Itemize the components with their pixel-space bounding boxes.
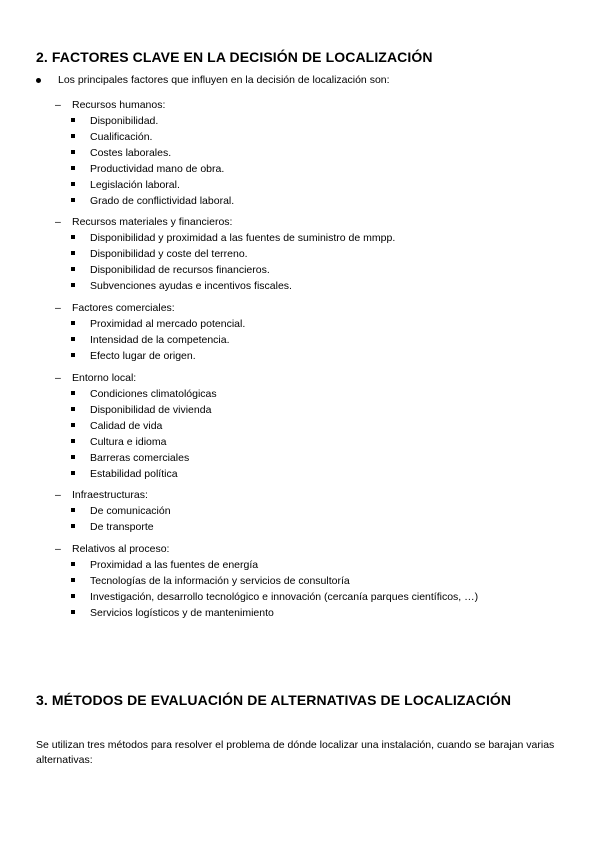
factor-item <box>0 606 599 622</box>
factor-item <box>0 419 599 435</box>
dash-bullet: – <box>55 489 61 501</box>
factor-item <box>0 387 599 403</box>
factor-item <box>0 162 599 178</box>
square-bullet-icon <box>71 235 75 239</box>
square-bullet-icon <box>71 283 75 287</box>
factor-item-text: Costes laborales. <box>90 147 172 159</box>
factor-item-text: Subvenciones ayudas e incentivos fiscales. <box>90 280 292 292</box>
square-bullet-icon <box>71 134 75 138</box>
factor-item-text: Disponibilidad de recursos financieros. <box>90 264 270 276</box>
factor-item <box>0 435 599 451</box>
factor-item <box>0 333 599 349</box>
dash-bullet: – <box>55 216 61 228</box>
square-bullet-icon <box>71 610 75 614</box>
intro-text: Los principales factores que influyen en la decisión de localización son: <box>58 74 390 86</box>
square-bullet-icon <box>71 594 75 598</box>
factor-item <box>0 403 599 419</box>
factor-item-text: Proximidad al mercado potencial. <box>90 318 246 330</box>
square-bullet-icon <box>71 267 75 271</box>
factor-item <box>0 520 599 536</box>
square-bullet-icon <box>71 150 75 154</box>
dash-bullet: – <box>55 543 61 555</box>
square-bullet-icon <box>71 439 75 443</box>
factor-item-text: Cultura e idioma <box>90 436 167 448</box>
dash-bullet: – <box>55 99 61 111</box>
factor-item-text: Productividad mano de obra. <box>90 163 225 175</box>
square-bullet-icon <box>71 524 75 528</box>
square-bullet-icon <box>71 407 75 411</box>
square-bullet-icon <box>71 455 75 459</box>
factor-item <box>0 146 599 162</box>
square-bullet-icon <box>71 391 75 395</box>
square-bullet-icon <box>71 166 75 170</box>
factor-item-text: De transporte <box>90 521 154 533</box>
factor-item-text: Cualificación. <box>90 131 153 143</box>
square-bullet-icon <box>71 471 75 475</box>
factor-item-text: Intensidad de la competencia. <box>90 334 230 346</box>
square-bullet-icon <box>71 578 75 582</box>
square-bullet-icon <box>71 353 75 357</box>
factor-item-text: Investigación, desarrollo tecnológico e innovación (cercanía parques científicos, …) <box>90 591 479 603</box>
factor-group-title: Entorno local: <box>72 372 137 384</box>
factor-item-text: Proximidad a las fuentes de energía <box>90 559 259 571</box>
square-bullet-icon <box>71 182 75 186</box>
square-bullet-icon <box>71 321 75 325</box>
square-bullet-icon <box>71 198 75 202</box>
section-3-paragraph: Se utilizan tres métodos para resolver el problema de dónde localizar una instalación, cuando se barajan varias alternativas: <box>36 739 555 766</box>
factor-item <box>0 114 599 130</box>
factor-item-text: Disponibilidad de vivienda <box>90 404 212 416</box>
factor-item <box>0 349 599 365</box>
factor-item-text: Disponibilidad. <box>90 115 159 127</box>
factor-group-title: Factores comerciales: <box>72 302 175 314</box>
factor-item <box>0 574 599 590</box>
factor-group-title: Relativos al proceso: <box>72 543 170 555</box>
factor-item-text: Estabilidad política <box>90 468 178 480</box>
factor-item-text: Tecnologías de la información y servicios de consultoría <box>90 575 350 587</box>
factor-item-text: Condiciones climatológicas <box>90 388 217 400</box>
factor-group-title: Recursos materiales y financieros: <box>72 216 233 228</box>
square-bullet-icon <box>71 337 75 341</box>
factor-item-text: Legislación laboral. <box>90 179 180 191</box>
section-2-heading: 2. FACTORES CLAVE EN LA DECISIÓN DE LOCALIZACIÓN <box>36 49 433 65</box>
factor-item <box>0 317 599 333</box>
factor-item <box>0 279 599 295</box>
dash-bullet: – <box>55 372 61 384</box>
square-bullet-icon <box>71 508 75 512</box>
factor-item <box>0 247 599 263</box>
factor-item <box>0 263 599 279</box>
factor-item <box>0 194 599 210</box>
factor-item <box>0 231 599 247</box>
section-3-heading: 3. MÉTODOS DE EVALUACIÓN DE ALTERNATIVAS DE LOCALIZACIÓN <box>36 692 512 708</box>
factor-item <box>0 451 599 467</box>
factor-item <box>0 130 599 146</box>
factor-item <box>0 590 599 606</box>
factor-item-text: Efecto lugar de origen. <box>90 350 196 362</box>
factor-item <box>0 558 599 574</box>
square-bullet-icon <box>71 251 75 255</box>
dash-bullet: – <box>55 302 61 314</box>
square-bullet-icon <box>71 562 75 566</box>
factor-item <box>0 467 599 483</box>
factor-item-text: Disponibilidad y proximidad a las fuentes de suministro de mmpp. <box>90 232 396 244</box>
square-bullet-icon <box>71 118 75 122</box>
factor-item-text: Disponibilidad y coste del terreno. <box>90 248 248 260</box>
factor-item-text: Servicios logísticos y de mantenimiento <box>90 607 274 619</box>
factor-item-text: Barreras comerciales <box>90 452 190 464</box>
factor-item-text: Grado de conflictividad laboral. <box>90 195 235 207</box>
factor-item <box>0 504 599 520</box>
factor-item-text: Calidad de vida <box>90 420 163 432</box>
square-bullet-icon <box>71 423 75 427</box>
factor-group-title: Infraestructuras: <box>72 489 148 501</box>
factor-group-title: Recursos humanos: <box>72 99 166 111</box>
factor-item-text: De comunicación <box>90 505 171 517</box>
factor-item <box>0 178 599 194</box>
